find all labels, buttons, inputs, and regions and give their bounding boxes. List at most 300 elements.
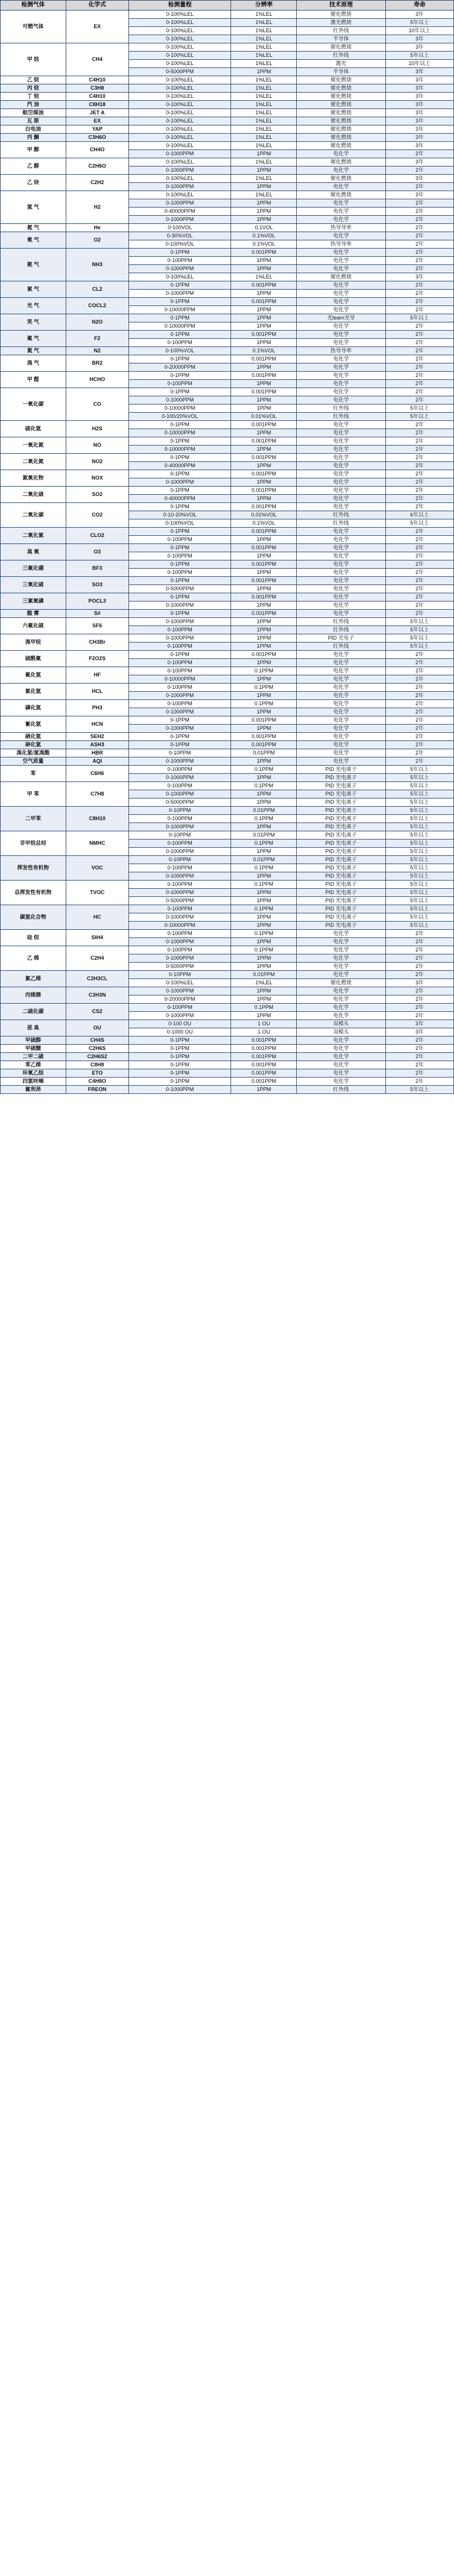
cell-life: 2年 [385, 347, 453, 355]
cell-life: 2年 [385, 306, 453, 314]
cell-resolution: 1PPM [231, 322, 297, 331]
cell-technology: 催化燃烧 [297, 191, 385, 199]
cell-technology: 电化学 [297, 363, 385, 372]
cell-resolution: 1PPM [231, 478, 297, 487]
cell-range: 0-100PPM [128, 339, 231, 347]
header-resolution: 分辨率 [231, 1, 297, 11]
cell-technology: 电化学 [297, 954, 385, 963]
cell-resolution: 0.01PPM [231, 749, 297, 757]
cell-range: 0-1PPM [128, 372, 231, 380]
cell-resolution: 0.001PPM [231, 593, 297, 601]
cell-technology: 电化学 [297, 593, 385, 601]
table-row [1, 1078, 454, 1086]
cell-technology: 电化学 [297, 684, 385, 692]
cell-resolution: 1%LEL [231, 158, 297, 166]
cell-gas: 甲硫醚 [1, 1045, 66, 1053]
cell-range: 0-1PPM [128, 314, 231, 322]
table-row [1, 43, 454, 52]
cell-technology: 红外线 [297, 27, 385, 35]
cell-life: 2年 [385, 569, 453, 577]
cell-range: 0-1PPM [128, 1061, 231, 1069]
cell-technology: 红外线 [297, 626, 385, 634]
cell-range: 0-5000PPM [128, 798, 231, 807]
table-row [1, 142, 454, 150]
cell-range: 0-100PPM [128, 667, 231, 675]
cell-resolution: 1PPM [231, 938, 297, 946]
cell-gas: 环氧乙烷 [1, 1069, 66, 1078]
cell-life: 2年 [385, 183, 453, 191]
cell-life: 2年 [385, 257, 453, 265]
table-row [1, 117, 454, 125]
cell-life: 3年 [385, 11, 453, 19]
cell-technology: 催化燃烧 [297, 109, 385, 117]
cell-gas: 白电油 [1, 125, 66, 134]
cell-gas: 酸 雾 [1, 610, 66, 618]
cell-technology: PID 光电离子 [297, 856, 385, 864]
cell-resolution: 0.001PPM [231, 1045, 297, 1053]
cell-range: 0-10000PPM [128, 306, 231, 314]
cell-technology: 电化学 [297, 199, 385, 208]
cell-technology: PID 光电离子 [297, 905, 385, 913]
cell-resolution: 1%LEL [231, 125, 297, 134]
cell-range: 0-100%VOL [128, 347, 231, 355]
table-row [1, 528, 454, 536]
cell-gas: 甲 醛 [1, 372, 66, 388]
table-row [1, 667, 454, 675]
cell-resolution: 0.001PPM [231, 1053, 297, 1061]
cell-life: 2年 [385, 224, 453, 232]
cell-range: 0-100%LEL [128, 979, 231, 987]
cell-technology: 催化燃烧 [297, 273, 385, 281]
cell-technology: 电化学 [297, 1012, 385, 1020]
cell-formula: C3H6O [66, 134, 128, 142]
cell-gas: 氟 气 [1, 331, 66, 347]
cell-gas: 乙 炔 [1, 175, 66, 191]
cell-range: 0-100PPM [128, 380, 231, 388]
cell-resolution: 0.001PPM [231, 544, 297, 552]
cell-resolution: 0.001PPM [231, 454, 297, 462]
cell-life: 2年 [385, 1036, 453, 1045]
cell-range: 0-100%LEL [128, 52, 231, 60]
cell-resolution: 1PPM [231, 208, 297, 216]
cell-formula: HCHO [66, 372, 128, 388]
cell-resolution: 1PPM [231, 536, 297, 544]
cell-life: 3年 [385, 93, 453, 101]
cell-technology: 电化学 [297, 667, 385, 675]
cell-range: 0-100PPM [128, 700, 231, 708]
cell-technology: 电化学 [297, 281, 385, 290]
cell-technology: 半导体 [297, 68, 385, 76]
cell-resolution: 1PPM [231, 339, 297, 347]
cell-resolution: 1%LEL [231, 19, 297, 27]
cell-resolution: 0.1PPM [231, 881, 297, 889]
cell-resolution: 0.1PPM [231, 864, 297, 872]
cell-life: 2年 [385, 528, 453, 536]
cell-range: 0-1000PPM [128, 601, 231, 610]
cell-formula: CH4S [66, 1036, 128, 1045]
cell-life: 2年 [385, 544, 453, 552]
cell-formula: ASH3 [66, 741, 128, 749]
cell-gas: 二氧化硫 [1, 487, 66, 503]
cell-resolution: 0.1%VOL [231, 519, 297, 528]
cell-resolution: 0.01%VOL [231, 413, 297, 421]
cell-formula: F2 [66, 331, 128, 347]
cell-gas: 二氧化氮 [1, 454, 66, 470]
cell-formula: NO2 [66, 454, 128, 470]
cell-technology: PID 光电离子 [297, 864, 385, 872]
cell-resolution: 1PPM [231, 290, 297, 298]
cell-range: 0-100%LEL [128, 191, 231, 199]
cell-gas: 丙 酮 [1, 134, 66, 142]
cell-technology: 电化学 [297, 380, 385, 388]
cell-gas: 氟化氢 [1, 667, 66, 684]
cell-formula: CH4 [66, 43, 128, 76]
table-row [1, 651, 454, 659]
cell-resolution: 1PPM [231, 462, 297, 470]
table-row [1, 421, 454, 429]
cell-technology: 电化学 [297, 265, 385, 273]
table-row [1, 905, 454, 913]
cell-gas: 硅 烷 [1, 930, 66, 946]
cell-formula: NO [66, 437, 128, 454]
cell-technology: 电化学 [297, 257, 385, 265]
cell-life: 5年以上 [385, 19, 453, 27]
table-row [1, 93, 454, 101]
cell-life: 3年 [385, 68, 453, 76]
cell-resolution: 1PPM [231, 618, 297, 626]
cell-technology: 电化学 [297, 930, 385, 938]
cell-life: 2年 [385, 577, 453, 585]
cell-formula: SEH2 [66, 733, 128, 741]
cell-formula: H2 [66, 191, 128, 224]
cell-resolution: 0.001PPM [231, 298, 297, 306]
cell-life: 5年以上 [385, 905, 453, 913]
cell-gas: 挥发性有机物 [1, 856, 66, 881]
header-formula: 化学式 [66, 1, 128, 11]
cell-range: 0-1PPM [128, 651, 231, 659]
table-row [1, 766, 454, 774]
cell-life: 5年以上 [385, 634, 453, 643]
table-body [1, 11, 454, 1094]
cell-technology: 电化学 [297, 454, 385, 462]
cell-formula: CH3Br [66, 634, 128, 651]
cell-range: 0-10000PPM [128, 446, 231, 454]
table-row [1, 684, 454, 692]
cell-range: 0-1PPM [128, 298, 231, 306]
cell-resolution: 1PPM [231, 265, 297, 273]
cell-life: 5年以上 [385, 1086, 453, 1094]
cell-life: 2年 [385, 249, 453, 257]
cell-resolution: 1PPM [231, 889, 297, 897]
cell-life: 2年 [385, 585, 453, 593]
cell-technology: 电化学 [297, 995, 385, 1004]
cell-range: 0-1PPM [128, 249, 231, 257]
cell-life: 2年 [385, 659, 453, 667]
cell-gas: 甲硫醇 [1, 1036, 66, 1045]
table-row [1, 831, 454, 840]
cell-resolution: 0.01PPM [231, 971, 297, 979]
cell-resolution: 0.1PPM [231, 700, 297, 708]
cell-technology: 电化学 [297, 421, 385, 429]
cell-life: 5年以上 [385, 831, 453, 840]
cell-gas: 三氧化硫 [1, 577, 66, 593]
cell-gas: 笑 气 [1, 314, 66, 331]
cell-range: 0-100%LEL [128, 142, 231, 150]
cell-range: 0-1PPM [128, 355, 231, 363]
cell-resolution: 0.01PPM [231, 856, 297, 864]
cell-range: 0-100PPM [128, 881, 231, 889]
cell-range: 0-1PPM [128, 388, 231, 396]
cell-gas: 甲 烷 [1, 43, 66, 76]
cell-formula: F2O2S [66, 651, 128, 667]
cell-range: 0-10PPM [128, 971, 231, 979]
cell-gas: 磷化氢 [1, 700, 66, 716]
table-row [1, 782, 454, 790]
cell-range: 0-100PPM [128, 684, 231, 692]
cell-life: 2年 [385, 380, 453, 388]
cell-resolution: 0.001PPM [231, 1036, 297, 1045]
cell-resolution: 1PPM [231, 675, 297, 684]
cell-resolution: 0.01PPM [231, 831, 297, 840]
cell-range: 0-5000PPM [128, 963, 231, 971]
cell-technology: 电化学 [297, 208, 385, 216]
cell-resolution: 1%LEL [231, 52, 297, 60]
cell-resolution: 1PPM [231, 396, 297, 405]
cell-formula: NH3 [66, 249, 128, 281]
cell-formula: O3 [66, 544, 128, 560]
cell-gas: 甲 苯 [1, 782, 66, 807]
cell-life: 2年 [385, 700, 453, 708]
cell-resolution: 0.001PPM [231, 1061, 297, 1069]
cell-resolution: 1PPM [231, 495, 297, 503]
cell-gas: 乙 烷 [1, 76, 66, 84]
cell-range: 0-100PPM [128, 569, 231, 577]
cell-range: 0-1000PPM [128, 823, 231, 831]
cell-resolution: 0.001PPM [231, 651, 297, 659]
cell-life: 5年以上 [385, 807, 453, 815]
cell-technology: 双模头 [297, 1020, 385, 1028]
cell-range: 0-1PPM [128, 503, 231, 511]
cell-life: 5年以上 [385, 782, 453, 790]
cell-gas: 臭 氧 [1, 544, 66, 560]
cell-resolution: 1PPM [231, 823, 297, 831]
cell-life: 3年 [385, 109, 453, 117]
cell-life: 5年以上 [385, 840, 453, 848]
cell-formula: POCL3 [66, 593, 128, 610]
cell-range: 0-1PPM [128, 593, 231, 601]
cell-life: 2年 [385, 290, 453, 298]
cell-resolution: 1 OU [231, 1020, 297, 1028]
cell-technology: 电化学 [297, 757, 385, 766]
cell-formula: H2S [66, 421, 128, 437]
cell-life: 2年 [385, 552, 453, 560]
cell-resolution: 1PPM [231, 569, 297, 577]
gas-sensor-spec-sheet [0, 0, 454, 1094]
cell-life: 2年 [385, 536, 453, 544]
cell-life: 5年以上 [385, 889, 453, 897]
cell-range: 0-1000PPM [128, 938, 231, 946]
cell-life: 2年 [385, 651, 453, 659]
cell-technology: 电化学 [297, 536, 385, 544]
cell-technology: 电化学 [297, 290, 385, 298]
cell-technology: 电化学 [297, 298, 385, 306]
cell-resolution: 0.1PPM [231, 815, 297, 823]
cell-resolution: 1PPM [231, 429, 297, 437]
cell-range: 0-100PPM [128, 659, 231, 667]
cell-life: 10年以上 [385, 27, 453, 35]
cell-life: 2年 [385, 446, 453, 454]
cell-resolution: 1%LEL [231, 191, 297, 199]
cell-range: 0-100PPM [128, 626, 231, 634]
cell-technology: PID 光电离子 [297, 848, 385, 856]
cell-formula: C2H6S [66, 1045, 128, 1053]
cell-range: 0-1000PPM [128, 725, 231, 733]
cell-range: 0-100%LEL [128, 19, 231, 27]
cell-technology: 电化学 [297, 692, 385, 700]
table-row [1, 856, 454, 864]
cell-range: 0-1000PPM [128, 290, 231, 298]
cell-resolution: 1PPM [231, 199, 297, 208]
cell-resolution: 0.1PPM [231, 684, 297, 692]
cell-life: 2年 [385, 1045, 453, 1053]
cell-formula: CO [66, 388, 128, 421]
cell-life: 5年以上 [385, 766, 453, 774]
cell-technology: 电化学 [297, 322, 385, 331]
cell-resolution: 1PPM [231, 552, 297, 560]
cell-formula: HCN [66, 716, 128, 733]
cell-life: 5年以上 [385, 405, 453, 413]
cell-life: 2年 [385, 593, 453, 601]
cell-life: 2年 [385, 733, 453, 741]
cell-range: 0-100PPM [128, 905, 231, 913]
cell-gas: 苯 [1, 766, 66, 782]
cell-life: 2年 [385, 355, 453, 363]
cell-resolution: 1%LEL [231, 35, 297, 43]
table-row [1, 946, 454, 954]
cell-technology: 电化学 [297, 552, 385, 560]
cell-gas: 二甲二硫 [1, 1053, 66, 1061]
cell-technology: 电化学 [297, 1061, 385, 1069]
cell-gas: 苯乙烯 [1, 1061, 66, 1069]
cell-range: 0-1PPM [128, 1045, 231, 1053]
cell-technology: 电化学 [297, 1036, 385, 1045]
cell-range: 0-10PPM [128, 749, 231, 757]
cell-range: 0-1000PPM [128, 872, 231, 881]
cell-technology: 红外线 [297, 618, 385, 626]
cell-resolution: 0.001PPM [231, 470, 297, 478]
cell-technology: 热导导率 [297, 224, 385, 232]
cell-technology: 催化燃烧 [297, 11, 385, 19]
cell-gas: 氧 气 [1, 232, 66, 249]
cell-technology: 催化燃烧 [297, 84, 385, 93]
cell-resolution: 0.001PPM [231, 577, 297, 585]
cell-technology: 电化学 [297, 437, 385, 446]
cell-gas: 总挥发性有机物 [1, 881, 66, 905]
cell-life: 2年 [385, 388, 453, 396]
table-row [1, 749, 454, 757]
cell-technology: 电化学 [297, 1069, 385, 1078]
cell-life: 2年 [385, 1061, 453, 1069]
cell-life: 2年 [385, 725, 453, 733]
cell-resolution: 1PPM [231, 1086, 297, 1094]
table-row [1, 610, 454, 618]
cell-range: 0-1PPM [128, 1078, 231, 1086]
cell-life: 2年 [385, 1004, 453, 1012]
cell-resolution: 0.1PPM [231, 766, 297, 774]
table-header-row [1, 1, 454, 11]
cell-range: 0-5000PPM [128, 68, 231, 76]
cell-formula: O2 [66, 232, 128, 249]
table-row [1, 11, 454, 19]
cell-life: 2年 [385, 470, 453, 478]
cell-life: 2年 [385, 503, 453, 511]
cell-formula: PH3 [66, 700, 128, 716]
cell-formula: C3H3N [66, 987, 128, 1004]
cell-technology: 红外线 [297, 413, 385, 421]
cell-life: 3年 [385, 35, 453, 43]
cell-range: 0-1000PPM [128, 987, 231, 995]
cell-life: 2年 [385, 495, 453, 503]
table-row [1, 454, 454, 462]
cell-resolution: 0.001PPM [231, 249, 297, 257]
cell-technology: 激光 [297, 60, 385, 68]
cell-formula: CO2 [66, 503, 128, 528]
cell-range: 0-1000PPM [128, 265, 231, 273]
cell-technology: PID 光电离子 [297, 823, 385, 831]
cell-range: 0-1PPM [128, 610, 231, 618]
cell-life: 2年 [385, 995, 453, 1004]
cell-life: 3年 [385, 76, 453, 84]
cell-life: 3年 [385, 101, 453, 109]
cell-gas: 四氢呋喃 [1, 1078, 66, 1086]
table-row [1, 388, 454, 396]
cell-resolution: 1PPM [231, 954, 297, 963]
cell-range: 0-10000PPM [128, 922, 231, 930]
cell-range: 0-1000PPM [128, 166, 231, 175]
cell-life: 3年 [385, 117, 453, 125]
cell-range: 0-100PPM [128, 782, 231, 790]
cell-resolution: 1%LEL [231, 142, 297, 150]
cell-life: 2年 [385, 363, 453, 372]
cell-technology: PID 光电子 [297, 634, 385, 643]
cell-life: 2年 [385, 930, 453, 938]
cell-range: 0-1PPM [128, 470, 231, 478]
cell-life: 3年 [385, 191, 453, 199]
table-row [1, 1061, 454, 1069]
cell-technology: 红外线 [297, 511, 385, 519]
cell-technology: PID 光电离子 [297, 790, 385, 798]
table-row [1, 281, 454, 290]
table-row [1, 437, 454, 446]
cell-range: 0-100%LEL [128, 158, 231, 166]
cell-technology: 电化学 [297, 462, 385, 470]
cell-technology: 电化学 [297, 355, 385, 363]
cell-technology: 电化学 [297, 1078, 385, 1086]
cell-range: 0-1PPM [128, 1069, 231, 1078]
cell-resolution: 0.001PPM [231, 560, 297, 569]
cell-life: 5年以上 [385, 790, 453, 798]
cell-technology: 电化学 [297, 478, 385, 487]
cell-range: 0-1000PPM [128, 954, 231, 963]
cell-gas: 丙 烷 [1, 84, 66, 93]
cell-life: 5年以上 [385, 897, 453, 905]
cell-technology: 电化学 [297, 166, 385, 175]
cell-gas: 砷化氢 [1, 741, 66, 749]
cell-life: 2年 [385, 462, 453, 470]
cell-technology: 电化学 [297, 659, 385, 667]
cell-resolution: 0.1VOL [231, 224, 297, 232]
cell-range: 0-1PPM [128, 421, 231, 429]
